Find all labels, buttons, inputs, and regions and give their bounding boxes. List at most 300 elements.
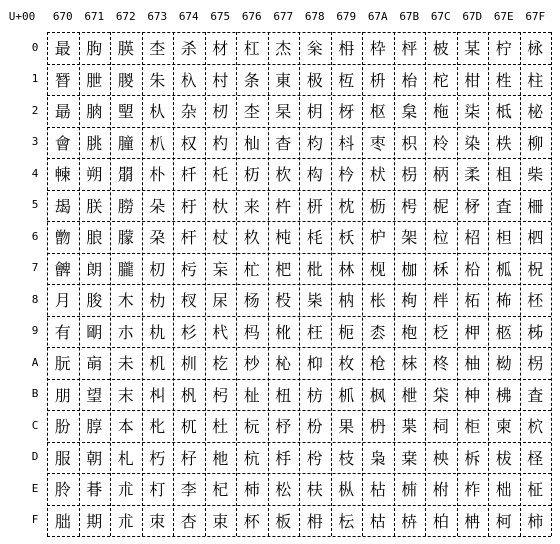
- glyph-cell: 枑: [338, 70, 355, 90]
- glyph-cell: 朙: [86, 322, 103, 342]
- glyph-cell: 杬: [243, 417, 260, 437]
- glyph-cell: 杨: [243, 291, 260, 311]
- glyph-cell: 杅: [180, 196, 197, 216]
- glyph-cell: 枷: [401, 259, 418, 279]
- column-header: 67A: [367, 10, 388, 23]
- column-header: 67C: [430, 10, 451, 23]
- glyph-cell: 枥: [369, 196, 386, 216]
- glyph-cell: 朩: [117, 322, 134, 342]
- glyph-cell: 枀: [306, 39, 323, 59]
- glyph-cell: 枮: [369, 480, 386, 500]
- glyph-cell: 柃: [432, 133, 449, 153]
- column-header: 676: [241, 10, 262, 23]
- glyph-cell: 月: [54, 291, 71, 311]
- glyph-cell: 柽: [527, 448, 544, 468]
- corner-label: U+00: [8, 10, 36, 23]
- glyph-cell: 柎: [432, 480, 449, 500]
- grid-line-horizontal: [47, 316, 551, 317]
- glyph-cell: 枍: [306, 448, 323, 468]
- row-header: 2: [31, 103, 39, 117]
- glyph-cell: 松: [275, 480, 292, 500]
- glyph-cell: 柌: [432, 417, 449, 437]
- glyph-cell: 枨: [369, 291, 386, 311]
- glyph-cell: 枅: [306, 196, 323, 216]
- glyph-cell: 杸: [275, 291, 292, 311]
- glyph-cell: 柏: [432, 511, 449, 531]
- glyph-cell: 枺: [401, 354, 418, 374]
- glyph-cell: 杼: [275, 417, 292, 437]
- row-header: 0: [31, 40, 39, 54]
- column-header: 674: [178, 10, 199, 23]
- glyph-cell: 杜: [212, 417, 229, 437]
- glyph-cell: 杻: [275, 385, 292, 405]
- glyph-cell: 枾: [401, 480, 418, 500]
- column-header: 67D: [462, 10, 483, 23]
- glyph-cell: 柦: [495, 228, 512, 248]
- glyph-cell: 杗: [212, 259, 229, 279]
- glyph-cell: 朧: [117, 259, 134, 279]
- glyph-cell: 杉: [180, 322, 197, 342]
- glyph-cell: 栍: [495, 70, 512, 90]
- glyph-cell: 枂: [306, 102, 323, 122]
- glyph-cell: 枹: [401, 322, 418, 342]
- glyph-cell: 柹: [527, 322, 544, 342]
- glyph-cell: 杪: [243, 354, 260, 374]
- glyph-cell: 柨: [495, 291, 512, 311]
- grid-line-horizontal: [47, 95, 551, 96]
- glyph-cell: 柼: [527, 417, 544, 437]
- glyph-cell: 柮: [495, 480, 512, 500]
- glyph-cell: 柂: [432, 102, 449, 122]
- glyph-cell: 柑: [464, 70, 481, 90]
- glyph-cell: 枪: [369, 354, 386, 374]
- column-header: 67E: [493, 10, 514, 23]
- glyph-cell: 板: [275, 511, 292, 531]
- glyph-cell: 枟: [338, 511, 355, 531]
- glyph-cell: 朄: [54, 165, 71, 185]
- glyph-cell: 柩: [495, 322, 512, 342]
- glyph-cell: 杝: [212, 448, 229, 468]
- glyph-cell: 朘: [86, 291, 103, 311]
- glyph-cell: 柅: [432, 196, 449, 216]
- glyph-cell: 杆: [180, 228, 197, 248]
- glyph-cell: 服: [54, 448, 71, 468]
- glyph-cell: 杒: [212, 102, 229, 122]
- glyph-cell: 朔: [86, 165, 103, 185]
- glyph-cell: 朖: [86, 228, 103, 248]
- glyph-cell: 朜: [86, 417, 103, 437]
- glyph-cell: 杫: [243, 385, 260, 405]
- glyph-cell: 朣: [117, 133, 134, 153]
- grid-line-horizontal: [47, 536, 551, 537]
- grid-line-horizontal: [47, 253, 551, 254]
- glyph-cell: 柉: [432, 322, 449, 342]
- glyph-cell: 杮: [243, 480, 260, 500]
- glyph-cell: 枿: [401, 511, 418, 531]
- glyph-cell: 望: [86, 385, 103, 405]
- glyph-cell: 枬: [369, 417, 386, 437]
- glyph-cell: 枚: [338, 354, 355, 374]
- glyph-cell: 朁: [54, 70, 71, 90]
- glyph-cell: 枛: [338, 385, 355, 405]
- glyph-cell: 杠: [243, 39, 260, 59]
- glyph-cell: 杴: [275, 165, 292, 185]
- glyph-cell: 枢: [369, 102, 386, 122]
- glyph-cell: 杏: [180, 511, 197, 531]
- glyph-cell: 柕: [464, 196, 481, 216]
- glyph-cell: 柆: [432, 228, 449, 248]
- glyph-cell: 枫: [369, 385, 386, 405]
- glyph-cell: 柀: [432, 39, 449, 59]
- glyph-cell: 枧: [369, 259, 386, 279]
- glyph-cell: 柷: [527, 259, 544, 279]
- glyph-cell: 杞: [212, 480, 229, 500]
- glyph-cell: 有: [54, 322, 71, 342]
- glyph-cell: 枣: [369, 133, 386, 153]
- column-header: 678: [304, 10, 325, 23]
- glyph-cell: 柊: [432, 354, 449, 374]
- grid-line-horizontal: [47, 347, 551, 348]
- glyph-cell: 朻: [149, 385, 166, 405]
- glyph-cell: 柍: [432, 448, 449, 468]
- glyph-cell: 李: [180, 480, 197, 500]
- glyph-cell: 枌: [306, 417, 323, 437]
- glyph-cell: 枠: [369, 39, 386, 59]
- glyph-cell: 枘: [338, 291, 355, 311]
- glyph-cell: 柵: [527, 196, 544, 216]
- glyph-cell: 杋: [180, 385, 197, 405]
- glyph-cell: 枈: [306, 291, 323, 311]
- glyph-cell: 某: [464, 39, 481, 59]
- glyph-cell: 染: [464, 133, 481, 153]
- glyph-cell: 柛: [464, 385, 481, 405]
- glyph-cell: 条: [243, 70, 260, 90]
- glyph-cell: 机: [149, 354, 166, 374]
- glyph-cell: 柝: [464, 448, 481, 468]
- column-header: 673: [147, 10, 168, 23]
- glyph-cell: 柪: [495, 354, 512, 374]
- glyph-cell: 杈: [180, 291, 197, 311]
- glyph-cell: 柜: [464, 417, 481, 437]
- glyph-cell: 杔: [212, 165, 229, 185]
- glyph-cell: 枇: [306, 259, 323, 279]
- glyph-cell: 枡: [369, 70, 386, 90]
- glyph-cell: 果: [338, 417, 355, 437]
- glyph-cell: 朥: [117, 196, 134, 216]
- glyph-cell: 東: [275, 70, 292, 90]
- column-header: 679: [336, 10, 357, 23]
- glyph-cell: 末: [117, 385, 134, 405]
- column-header: 675: [210, 10, 231, 23]
- glyph-cell: 杕: [212, 196, 229, 216]
- glyph-cell: 杽: [275, 448, 292, 468]
- glyph-cell: 村: [212, 70, 229, 90]
- glyph-cell: 杷: [275, 259, 292, 279]
- glyph-cell: 杤: [243, 165, 260, 185]
- glyph-cell: 木: [117, 291, 134, 311]
- glyph-cell: 會: [54, 133, 71, 153]
- glyph-cell: 柢: [495, 102, 512, 122]
- column-header: 67F: [525, 10, 546, 23]
- row-header: F: [31, 513, 39, 527]
- glyph-cell: 材: [212, 39, 229, 59]
- glyph-cell: 朑: [86, 70, 103, 90]
- grid-line-horizontal: [47, 221, 551, 222]
- glyph-cell: 査: [527, 385, 544, 405]
- glyph-cell: 柴: [527, 165, 544, 185]
- glyph-cell: 枒: [338, 102, 355, 122]
- glyph-cell: 杭: [243, 448, 260, 468]
- glyph-cell: 杍: [180, 448, 197, 468]
- glyph-cell: 朏: [54, 511, 71, 531]
- glyph-cell: 来: [243, 196, 260, 216]
- glyph-cell: 杓: [212, 133, 229, 153]
- glyph-cell: 朊: [54, 354, 71, 374]
- glyph-cell: 枸: [401, 291, 418, 311]
- glyph-cell: 枼: [401, 417, 418, 437]
- glyph-cell: 柯: [495, 511, 512, 531]
- glyph-cell: 柄: [432, 165, 449, 185]
- glyph-cell: 朇: [54, 259, 71, 279]
- glyph-cell: 林: [338, 259, 355, 279]
- glyph-cell: 枦: [369, 228, 386, 248]
- glyph-cell: 杣: [243, 133, 260, 153]
- glyph-cell: 杖: [212, 228, 229, 248]
- glyph-cell: 枏: [306, 511, 323, 531]
- glyph-cell: 朮: [117, 480, 134, 500]
- glyph-cell: 杄: [180, 165, 197, 185]
- grid-line-horizontal: [47, 127, 551, 128]
- glyph-cell: 栐: [527, 39, 544, 59]
- glyph-cell: 朚: [86, 354, 103, 374]
- glyph-cell: 柒: [464, 102, 481, 122]
- glyph-cell: 柬: [495, 417, 512, 437]
- glyph-cell: 枽: [401, 448, 418, 468]
- glyph-cell: 杳: [275, 133, 292, 153]
- glyph-cell: 枙: [338, 322, 355, 342]
- glyph-cell: 极: [306, 70, 323, 90]
- glyph-cell: 未: [117, 354, 134, 374]
- glyph-cell: 朹: [149, 322, 166, 342]
- glyph-cell: 权: [180, 133, 197, 153]
- glyph-cell: 枲: [401, 102, 418, 122]
- glyph-cell: 本: [117, 417, 134, 437]
- row-header: 5: [31, 198, 39, 212]
- glyph-cell: 朳: [149, 133, 166, 153]
- glyph-cell: 朠: [117, 39, 134, 59]
- glyph-cell: 柫: [495, 385, 512, 405]
- glyph-cell: 束: [212, 511, 229, 531]
- row-header: 8: [31, 292, 39, 306]
- glyph-cell: 朦: [117, 228, 134, 248]
- glyph-cell: 朞: [86, 480, 103, 500]
- glyph-cell: 枉: [306, 322, 323, 342]
- glyph-cell: 朷: [149, 259, 166, 279]
- grid-line-horizontal: [47, 473, 551, 474]
- glyph-cell: 杁: [180, 70, 197, 90]
- glyph-cell: 枯: [369, 511, 386, 531]
- glyph-cell: 杢: [149, 39, 166, 59]
- glyph-cell: 朤: [117, 165, 134, 185]
- grid-line-horizontal: [47, 190, 551, 191]
- grid-line-horizontal: [47, 32, 551, 33]
- grid-line-horizontal: [47, 505, 551, 506]
- glyph-cell: 枻: [401, 385, 418, 405]
- glyph-cell: 杲: [275, 102, 292, 122]
- glyph-cell: 架: [401, 228, 418, 248]
- glyph-cell: 朋: [54, 385, 71, 405]
- glyph-cell: 杘: [212, 291, 229, 311]
- glyph-cell: 杺: [275, 354, 292, 374]
- glyph-cell: 杌: [180, 417, 197, 437]
- glyph-cell: 朐: [86, 39, 103, 59]
- glyph-cell: 枵: [401, 196, 418, 216]
- glyph-cell: 柋: [432, 385, 449, 405]
- glyph-cell: 柚: [464, 354, 481, 374]
- glyph-cell: 柿: [527, 511, 544, 531]
- glyph-cell: 枊: [306, 354, 323, 374]
- row-header: 3: [31, 135, 39, 149]
- glyph-cell: 柁: [432, 70, 449, 90]
- glyph-cell: 朆: [54, 228, 71, 248]
- glyph-cell: 柙: [464, 322, 481, 342]
- column-header: 67B: [399, 10, 420, 23]
- glyph-cell: 枃: [306, 133, 323, 153]
- glyph-cell: 柭: [495, 448, 512, 468]
- glyph-cell: 朅: [54, 196, 71, 216]
- column-header: 672: [115, 10, 136, 23]
- glyph-cell: 枤: [369, 165, 386, 185]
- glyph-cell: 札: [117, 448, 134, 468]
- glyph-cell: 朾: [149, 480, 166, 500]
- glyph-cell: 柔: [464, 165, 481, 185]
- glyph-cell: 枎: [306, 480, 323, 500]
- glyph-cell: 杩: [243, 322, 260, 342]
- glyph-cell: 柈: [432, 291, 449, 311]
- glyph-cell: 朝: [86, 448, 103, 468]
- glyph-cell: 杂: [180, 102, 197, 122]
- row-header: 4: [31, 166, 39, 180]
- glyph-cell: 柶: [527, 228, 544, 248]
- glyph-cell: 枝: [338, 448, 355, 468]
- glyph-cell: 柸: [527, 291, 544, 311]
- glyph-cell: 柳: [527, 133, 544, 153]
- glyph-cell: 枱: [401, 70, 418, 90]
- glyph-cell: 杦: [243, 228, 260, 248]
- glyph-cell: 朢: [117, 102, 134, 122]
- glyph-cell: 柲: [527, 102, 544, 122]
- glyph-cell: 枋: [306, 385, 323, 405]
- glyph-cell: 枰: [401, 39, 418, 59]
- row-header: 9: [31, 324, 39, 338]
- glyph-cell: 杧: [243, 259, 260, 279]
- glyph-cell: 朮: [117, 511, 134, 531]
- glyph-cell: 朒: [86, 102, 103, 122]
- row-header: C: [31, 418, 39, 432]
- glyph-cell: 朼: [149, 417, 166, 437]
- glyph-cell: 柘: [464, 291, 481, 311]
- glyph-cell: 枳: [401, 133, 418, 153]
- glyph-cell: 柺: [527, 354, 544, 374]
- grid-line-horizontal: [47, 284, 551, 285]
- glyph-cell: 杚: [212, 354, 229, 374]
- glyph-cell: 査: [495, 196, 512, 216]
- glyph-cell: 杙: [212, 322, 229, 342]
- grid-line-horizontal: [47, 64, 551, 65]
- glyph-cell: 枏: [338, 39, 355, 59]
- row-header: E: [31, 481, 39, 495]
- glyph-cell: 枕: [338, 196, 355, 216]
- row-header: A: [31, 355, 39, 369]
- glyph-cell: 朸: [149, 291, 166, 311]
- glyph-cell: 朎: [54, 480, 71, 500]
- glyph-cell: 杶: [275, 228, 292, 248]
- glyph-cell: 朽: [149, 448, 166, 468]
- glyph-cell: 柇: [432, 259, 449, 279]
- row-header: 6: [31, 229, 39, 243]
- glyph-cell: 朕: [86, 196, 103, 216]
- grid-line-horizontal: [47, 158, 551, 159]
- glyph-cell: 杯: [243, 511, 260, 531]
- glyph-cell: 朓: [86, 133, 103, 153]
- glyph-cell: 朱: [149, 70, 166, 90]
- glyph-cell: 柗: [464, 259, 481, 279]
- glyph-cell: 杹: [275, 322, 292, 342]
- glyph-cell: 朿: [149, 511, 166, 531]
- glyph-cell: 枖: [338, 228, 355, 248]
- row-header: B: [31, 387, 39, 401]
- glyph-cell: 柣: [495, 133, 512, 153]
- glyph-cell: 柞: [464, 480, 481, 500]
- glyph-cell: 构: [306, 165, 323, 185]
- glyph-cell: 朵: [149, 196, 166, 216]
- glyph-cell: 柟: [464, 511, 481, 531]
- glyph-cell: 柖: [464, 228, 481, 248]
- glyph-cell: 柠: [495, 39, 512, 59]
- column-header: 670: [52, 10, 73, 23]
- glyph-cell: 枭: [369, 448, 386, 468]
- glyph-cell: 杀: [180, 39, 197, 59]
- glyph-cell: 朲: [149, 102, 166, 122]
- glyph-cell: 朂: [54, 102, 71, 122]
- glyph-cell: 枔: [338, 165, 355, 185]
- glyph-cell: 杰: [275, 39, 292, 59]
- glyph-cell: 杢: [243, 102, 260, 122]
- glyph-cell: 柾: [527, 480, 544, 500]
- glyph-cell: 朡: [117, 70, 134, 90]
- glyph-cell: 朗: [86, 259, 103, 279]
- glyph-cell: 柤: [495, 165, 512, 185]
- glyph-cell: 朌: [54, 417, 71, 437]
- glyph-cell: 柧: [495, 259, 512, 279]
- glyph-cell: 最: [54, 39, 71, 59]
- column-header: 677: [273, 10, 294, 23]
- glyph-cell: 枩: [369, 322, 386, 342]
- grid-line-horizontal: [47, 442, 551, 443]
- glyph-cell: 枓: [338, 133, 355, 153]
- glyph-cell: 杵: [275, 196, 292, 216]
- grid-line-horizontal: [47, 410, 551, 411]
- grid-line-vertical: [551, 32, 552, 536]
- glyph-cell: 枴: [401, 165, 418, 185]
- glyph-cell: 枞: [338, 480, 355, 500]
- glyph-cell: 期: [86, 511, 103, 531]
- glyph-cell: 朴: [149, 165, 166, 185]
- glyph-cell: 杇: [180, 259, 197, 279]
- glyph-cell: 柱: [527, 70, 544, 90]
- row-header: D: [31, 450, 39, 464]
- glyph-cell: 杛: [212, 385, 229, 405]
